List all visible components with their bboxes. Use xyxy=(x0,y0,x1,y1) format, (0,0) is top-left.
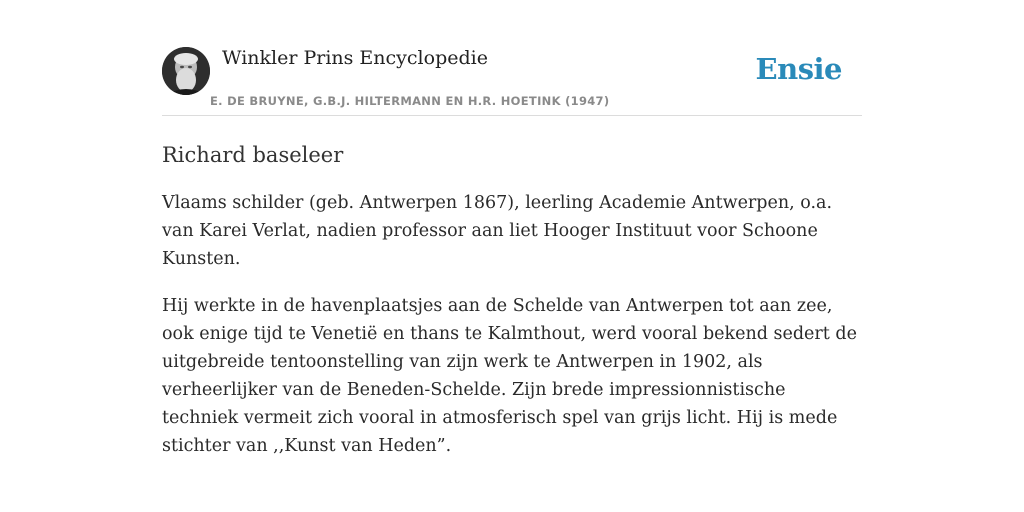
source-title[interactable]: Winkler Prins Encyclopedie xyxy=(222,47,488,69)
source-authors: E. DE BRUYNE, G.B.J. HILTERMANN EN H.R. HOETINK (1947) xyxy=(210,94,610,108)
portrait-icon[interactable] xyxy=(162,47,210,95)
page xyxy=(162,0,862,460)
entry-paragraph-1: Vlaams schilder (geb. Antwerpen 1867), leerling Academie Antwerpen, o.a. van Karei Verlat, nadien professor aan liet Hooger Instituut voor Schoone Kunsten. xyxy=(162,193,833,269)
source-header xyxy=(162,46,862,116)
ensie-logo-link[interactable]: Ensie xyxy=(755,52,842,86)
entry-title: Richard baseleer xyxy=(162,143,344,167)
entry-paragraph-2: Hij werkte in de havenplaatsjes aan de Schelde van Antwerpen tot aan zee, ook enige tijd te Venetië en thans te Kalmthout, werd vooral bekend sedert de uitgebreide tentoonstelling van zijn werk te Antwerpen in 1902, als verheerlijker van de Beneden-Schelde. Zijn brede impressionnistische techniek vermeit zich vooral in atmosferisch spel van grijs licht. Hij is mede stichter van ,,Kunst van Heden”. xyxy=(162,296,857,456)
